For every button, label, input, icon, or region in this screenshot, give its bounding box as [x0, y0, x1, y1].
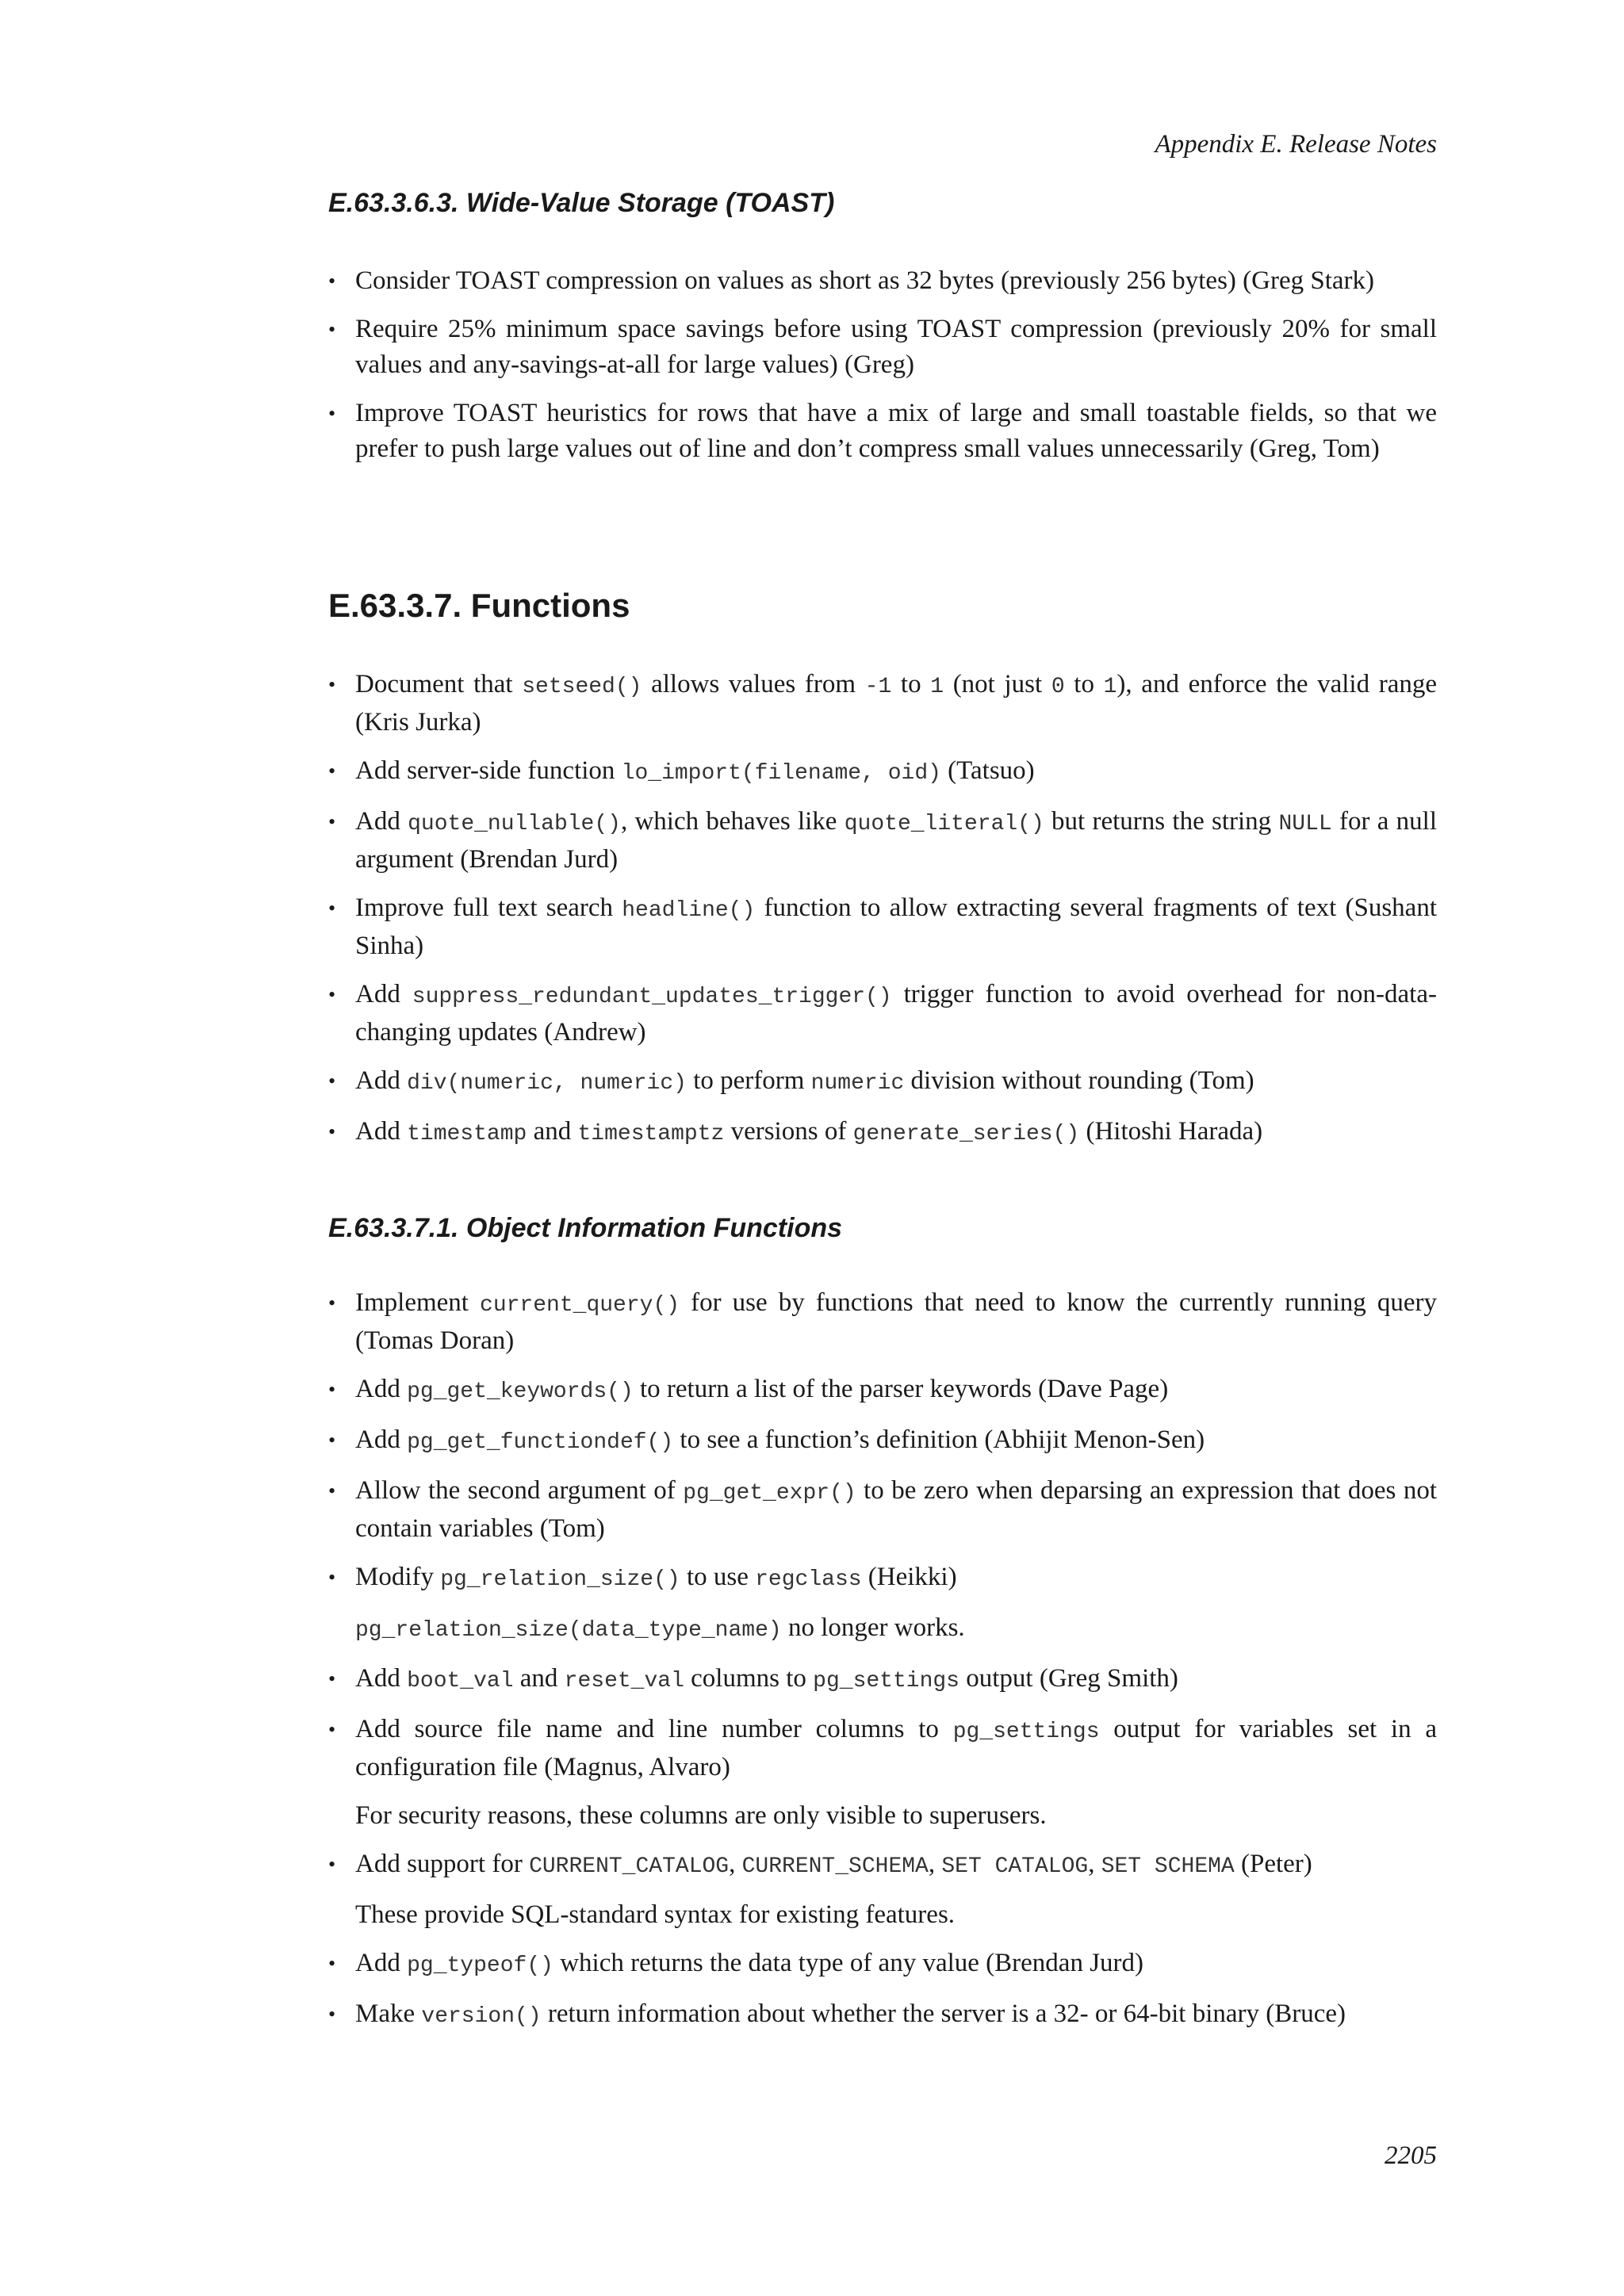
list-item	[328, 1114, 1437, 1152]
list-item	[328, 804, 1437, 878]
inline-code: pg_settings	[952, 1720, 1100, 1744]
item-text: , which behaves like	[620, 807, 845, 836]
item-text: output (Greg Smith)	[959, 1664, 1178, 1693]
inline-code: 0	[1051, 675, 1065, 699]
item-text: to perform	[686, 1066, 811, 1095]
inline-code: headline()	[622, 898, 756, 923]
item-text: (Peter)	[1234, 1850, 1312, 1878]
page-number: 2205	[1385, 2141, 1437, 2170]
item-text: Add	[355, 1949, 408, 1977]
inline-code: current_query()	[480, 1293, 680, 1318]
item-text: allows values from	[642, 670, 865, 698]
item-text: Implement	[355, 1288, 481, 1317]
item-text: Add support for	[355, 1850, 530, 1878]
item-text: Consider TOAST compression on values as short as 32 bytes (previously 256 bytes) (Greg Stark)	[355, 266, 1375, 295]
object-info-list-cont	[328, 1661, 1437, 1785]
list-item	[328, 396, 1437, 467]
item-text: Add	[355, 980, 412, 1008]
object-info-heading: E.63.3.7.1. Object Information Functions	[328, 1213, 843, 1243]
item-text: Make	[355, 1999, 422, 2028]
item-text: return information about whether the server is a 32- or 64-bit binary (Bruce)	[541, 1999, 1346, 2028]
item-text: to use	[680, 1563, 756, 1591]
list-item	[328, 1661, 1437, 1699]
item-text: Add	[355, 1117, 408, 1146]
item-text: ), and enforce the valid range (Kris Jurka)	[355, 670, 1438, 737]
inline-code: pg_get_functiondef()	[407, 1430, 674, 1455]
toast-heading: E.63.3.6.3. Wide-Value Storage (TOAST)	[328, 188, 835, 218]
note-paragraph: pg_relation_size(data_type_name) no longer works.	[355, 1613, 965, 1643]
inline-code: pg_get_expr()	[683, 1481, 856, 1506]
item-text: ,	[729, 1850, 742, 1878]
inline-code: setseed()	[522, 675, 642, 699]
list-item	[328, 1473, 1437, 1547]
item-text: Add	[355, 1425, 408, 1454]
inline-code: pg_typeof()	[407, 1954, 553, 1978]
inline-code: 1	[1103, 675, 1117, 699]
inline-code: reset_val	[564, 1669, 684, 1693]
item-text: Document that	[355, 670, 523, 698]
inline-code: version()	[421, 2004, 542, 2029]
inline-code: timestamptz	[577, 1122, 725, 1146]
list-item	[328, 977, 1437, 1050]
list-item	[328, 1712, 1437, 1785]
inline-code: numeric	[810, 1071, 905, 1096]
inline-code: CURRENT_SCHEMA	[741, 1854, 929, 1879]
inline-code: -1	[864, 675, 892, 699]
inline-code: NULL	[1278, 812, 1332, 836]
item-text: Require 25% minimum space savings before using TOAST compression (previously 20% for small values and any-savings-at-all for large values) (Greg)	[355, 315, 1437, 379]
inline-code: CURRENT_CATALOG	[529, 1854, 730, 1879]
item-text: Improve full text search	[355, 894, 622, 922]
item-text: for use by functions that need to know the currently running query (Tomas Doran)	[355, 1288, 1437, 1355]
item-text: output for variables set in a configuration file (Magnus, Alvaro)	[355, 1715, 1437, 1781]
inline-code: pg_get_keywords()	[407, 1380, 634, 1404]
item-text: division without rounding (Tom)	[904, 1066, 1254, 1095]
inline-code: quote_literal()	[844, 812, 1044, 836]
inline-code: quote_nullable()	[408, 812, 621, 836]
inline-code: pg_settings	[813, 1669, 959, 1693]
item-text: Add	[355, 1066, 408, 1095]
inline-code: generate_series()	[852, 1122, 1080, 1146]
running-head: Appendix E. Release Notes	[1155, 130, 1437, 159]
list-item	[328, 1846, 1437, 1885]
item-text: (not just	[944, 670, 1051, 698]
list-item	[328, 1285, 1437, 1359]
note-paragraph: For security reasons, these columns are only visible to superusers.	[355, 1801, 1047, 1830]
list-item	[328, 1063, 1437, 1101]
inline-code: regclass	[755, 1567, 862, 1592]
item-text: Add source file name and line number columns to	[355, 1715, 953, 1743]
list-item	[328, 312, 1437, 383]
item-text: to be zero when deparsing an expression that does not contain variables (Tom)	[355, 1476, 1437, 1543]
item-text: and	[513, 1664, 565, 1693]
item-text: to	[891, 670, 931, 698]
note-paragraph: These provide SQL-standard syntax for existing features.	[355, 1900, 956, 1929]
item-text: Add	[355, 1375, 408, 1403]
item-text: Allow the second argument of	[355, 1476, 684, 1505]
item-text: but returns the string	[1044, 807, 1279, 836]
functions-heading: E.63.3.7. Functions	[328, 587, 630, 624]
item-text: to	[1064, 670, 1104, 698]
functions-list	[328, 667, 1437, 1152]
page-content	[328, 187, 1437, 2047]
object-info-list	[328, 1285, 1437, 1598]
item-text: to return a list of the parser keywords (Dave Page)	[633, 1375, 1169, 1403]
item-text: which returns the data type of any value (Brendan Jurd)	[553, 1949, 1144, 1977]
object-info-list-cont	[328, 1946, 1437, 2034]
item-text: ,	[928, 1850, 942, 1878]
item-text: for a null argument (Brendan Jurd)	[355, 807, 1437, 874]
toast-list	[328, 263, 1437, 467]
list-item	[328, 667, 1437, 740]
list-item	[328, 890, 1437, 964]
item-text: (Hitoshi Harada)	[1079, 1117, 1263, 1146]
item-text: and	[527, 1117, 578, 1146]
list-item	[328, 1559, 1437, 1598]
inline-code: SET SCHEMA	[1101, 1854, 1235, 1879]
item-text: Add	[355, 807, 408, 836]
item-text: function to allow extracting several fragments of text (Sushant Sinha)	[355, 894, 1437, 960]
list-item	[328, 1422, 1437, 1460]
inline-code: boot_val	[407, 1669, 514, 1693]
inline-code: suppress_redundant_updates_trigger()	[412, 985, 892, 1009]
list-item	[328, 1372, 1437, 1410]
item-text: (Tatsuo)	[940, 756, 1035, 785]
inline-code: timestamp	[407, 1122, 527, 1146]
item-text: Modify	[355, 1563, 441, 1591]
item-text: Improve TOAST heuristics for rows that have a mix of large and small toastable fields, so that we prefer to push large values out of line and don’t compress small values unnecessarily (Greg, Tom)	[355, 399, 1437, 463]
inline-code: pg_relation_size(data_type_name)	[355, 1618, 782, 1643]
inline-code: div(numeric, numeric)	[407, 1071, 687, 1096]
list-item	[328, 263, 1437, 299]
inline-code: 1	[930, 675, 944, 699]
inline-code: SET CATALOG	[941, 1854, 1089, 1879]
item-text: (Heikki)	[861, 1563, 957, 1591]
list-item	[328, 1996, 1437, 2034]
item-text: versions of	[724, 1117, 853, 1146]
item-text: Add server-side function	[355, 756, 622, 785]
item-text: columns to	[684, 1664, 814, 1693]
item-text: Add	[355, 1664, 408, 1693]
list-item	[328, 1946, 1437, 1984]
inline-code: lo_import(filename, oid)	[621, 761, 941, 786]
list-item	[328, 753, 1437, 791]
item-text: trigger function to avoid overhead for non-data-changing updates (Andrew)	[355, 980, 1437, 1047]
item-text: ,	[1088, 1850, 1101, 1878]
inline-code: pg_relation_size()	[440, 1567, 680, 1592]
item-text: to see a function’s definition (Abhijit Menon-Sen)	[673, 1425, 1205, 1454]
object-info-list-cont	[328, 1846, 1437, 1885]
